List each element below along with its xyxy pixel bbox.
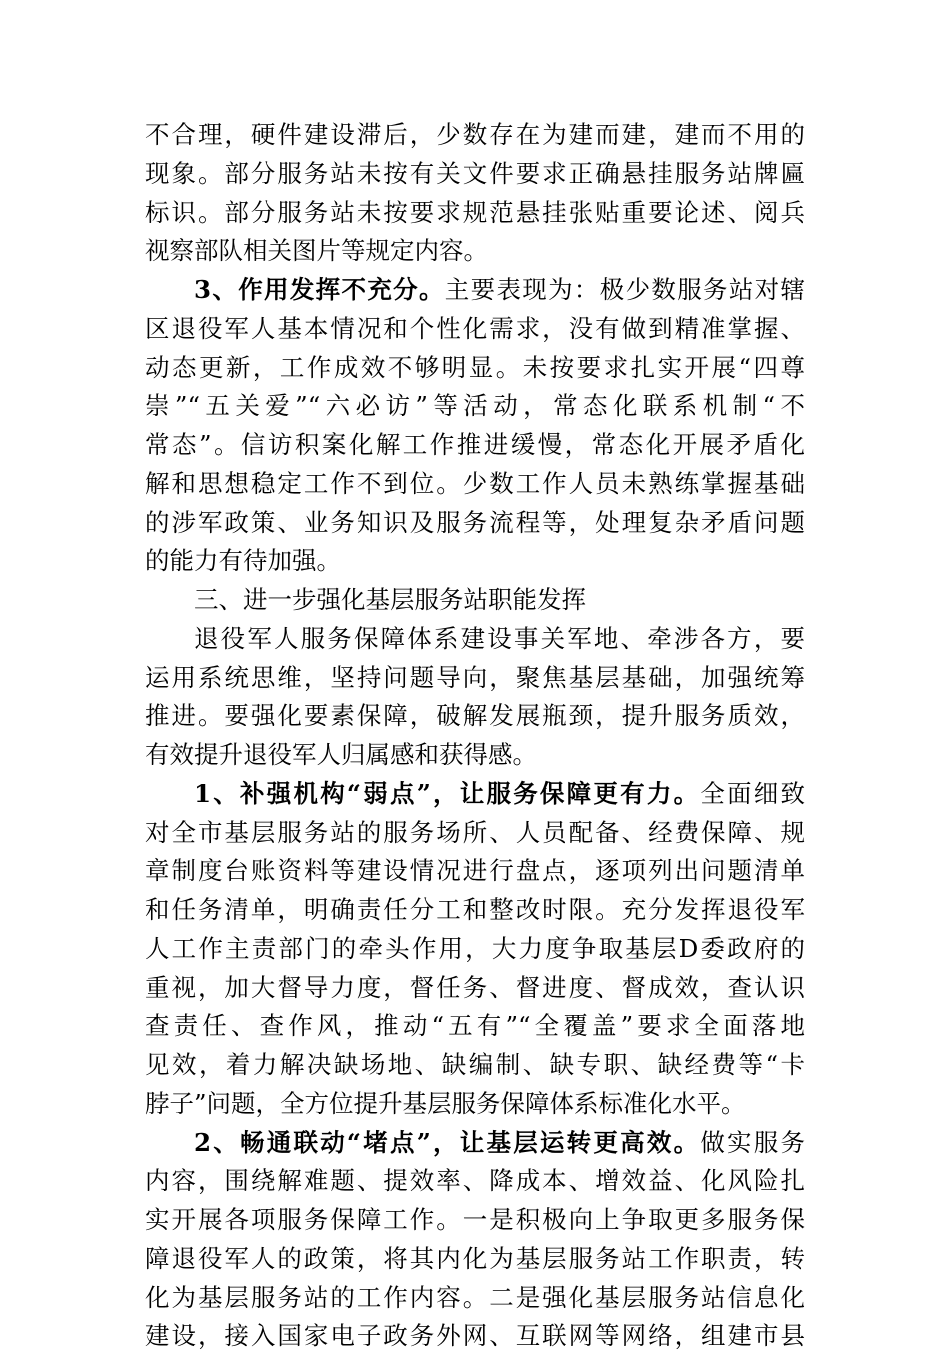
text-line	[145, 1240, 805, 1279]
text-line	[145, 1046, 805, 1085]
bold-heading-text: 1、补强机构“弱点”，让服务保障更有力。	[194, 778, 701, 808]
body-text: 人工作主责部门的牵头作用，大力度争取基层D委政府的	[145, 933, 805, 963]
text-line	[145, 969, 805, 1008]
body-text: 有效提升退役军人归属感和获得感。	[145, 740, 537, 769]
text-line	[145, 271, 805, 310]
body-text: 脖子”问题，全方位提升基层服务保障体系标准化水平。	[145, 1088, 746, 1118]
text-line	[145, 232, 805, 271]
body-text: 和任务清单，明确责任分工和整改时限。充分发挥退役军	[145, 895, 805, 924]
body-text: 退役军人服务保障体系建设事关军地、牵涉各方，要	[194, 623, 805, 653]
text-line	[145, 930, 805, 969]
text-line	[145, 155, 805, 194]
body-text: 不合理，硬件建设滞后，少数存在为建而建，建而不用的	[145, 120, 805, 149]
bold-heading-text: 2、畅通联动“堵点”，让基层运转更高效。	[194, 1127, 701, 1157]
text-line	[145, 852, 805, 891]
body-text: 见效，着力解决缺场地、缺编制、缺专职、缺经费等“卡	[145, 1050, 805, 1079]
text-line	[145, 1085, 805, 1124]
text-line	[145, 891, 805, 930]
bold-heading-text: 3、作用发挥不充分。	[194, 275, 445, 304]
text-line	[145, 349, 805, 388]
body-text: 建设，接入国家电子政务外网、互联网等网络，组建市县	[145, 1321, 805, 1351]
body-text: 现象。部分服务站未按有关文件要求正确悬挂服务站牌匾	[145, 158, 805, 188]
text-line	[145, 1317, 805, 1356]
text-line	[145, 1201, 805, 1240]
text-line	[145, 1162, 805, 1201]
text-line	[145, 387, 805, 426]
body-text: 解和思想稳定工作不到位。少数工作人员未熟练掌握基础	[145, 468, 805, 498]
body-text: 内容，围绕解难题、提效率、降成本、增效益、化风险扎	[145, 1166, 805, 1196]
text-line	[145, 736, 805, 775]
body-text: 做实服务	[700, 1127, 805, 1157]
body-text: 主要表现为：极少数服务站对辖	[444, 275, 806, 304]
body-text: 查责任、查作风，推动“五有”“全覆盖”要求全面落地	[145, 1011, 805, 1041]
text-line	[145, 426, 805, 465]
body-text: 的能力有待加强。	[145, 546, 341, 576]
body-text: 重视，加大督导力度，督任务、督进度、督成效，查认识	[145, 972, 805, 1002]
text-line	[145, 1124, 805, 1163]
body-text: 的涉军政策、业务知识及服务流程等，处理复杂矛盾问题	[145, 507, 805, 537]
body-text: 三、进一步强化基层服务站职能发挥	[194, 585, 586, 614]
text-line	[145, 620, 805, 659]
text-line	[145, 542, 805, 581]
body-text: 化为基层服务站的工作内容。二是强化基层服务站信息化	[145, 1282, 805, 1312]
body-text: 对全市基层服务站的服务场所、人员配备、经费保障、规	[145, 817, 805, 847]
text-line	[145, 697, 805, 736]
text-line	[145, 775, 805, 814]
text-line	[145, 659, 805, 698]
body-text: 崇”“五关爱”“六必访”等活动，常态化联系机制“不	[145, 391, 805, 421]
text-line	[145, 116, 805, 155]
text-line	[145, 1007, 805, 1046]
text-line	[145, 310, 805, 349]
body-text: 推进。要强化要素保障，破解发展瓶颈，提升服务质效，	[145, 701, 805, 731]
body-text: 运用系统思维，坚持问题导向，聚焦基层基础，加强统筹	[145, 662, 805, 692]
body-text: 区退役军人基本情况和个性化需求，没有做到精准掌握、	[145, 313, 805, 343]
body-text: 常态”。信访积案化解工作推进缓慢，常态化开展矛盾化	[145, 430, 805, 459]
text-line	[145, 465, 805, 504]
body-text: 实开展各项服务保障工作。一是积极向上争取更多服务保	[145, 1205, 805, 1234]
body-text: 章制度台账资料等建设情况进行盘点，逐项列出问题清单	[145, 856, 805, 886]
body-text: 障退役军人的政策，将其内化为基层服务站工作职责，转	[145, 1243, 805, 1273]
document-page	[145, 116, 805, 1356]
body-text: 全面细致	[700, 778, 805, 808]
body-text: 标识。部分服务站未按要求规范悬挂张贴重要论述、阅兵	[145, 197, 805, 227]
text-line	[145, 1279, 805, 1318]
body-text: 视察部队相关图片等规定内容。	[145, 236, 488, 266]
text-line	[145, 504, 805, 543]
text-line	[145, 194, 805, 233]
text-line	[145, 814, 805, 853]
body-text: 动态更新，工作成效不够明显。未按要求扎实开展“四尊	[145, 352, 805, 382]
text-line	[145, 581, 805, 620]
